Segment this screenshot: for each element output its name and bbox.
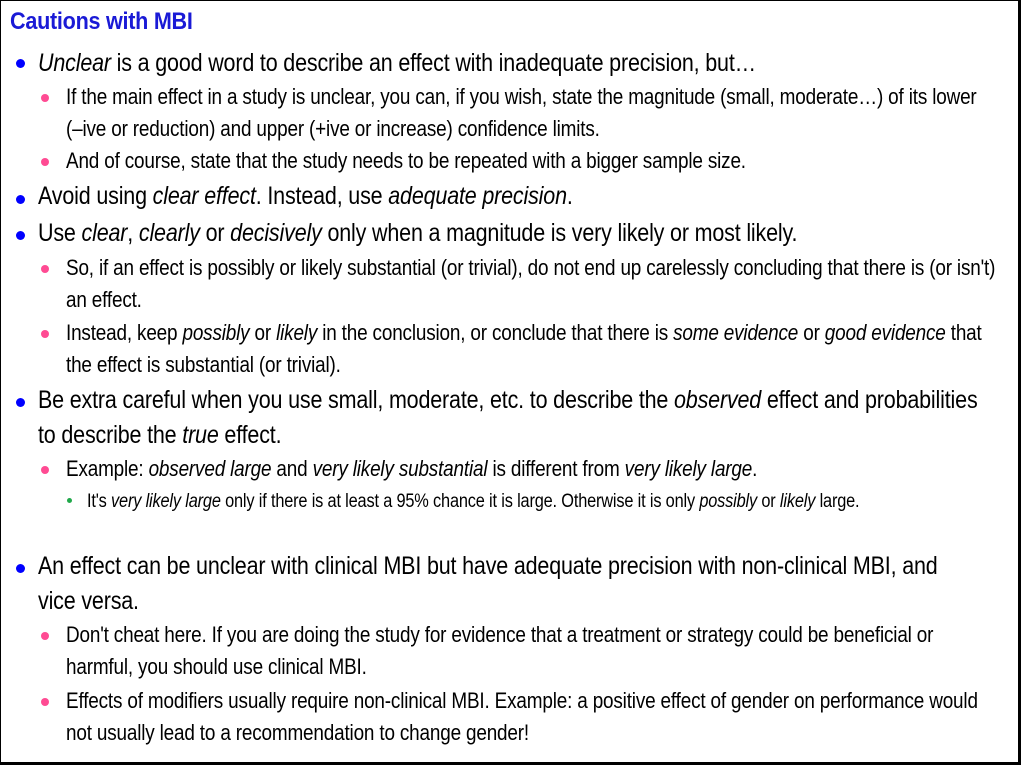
bullet-text: Effects of modifiers usually require non-clinical MBI. Example: a positive effect of gender on performance would not usually lead to a recommendation to change gender!: [66, 688, 978, 745]
bullet-text: is different from: [487, 456, 625, 481]
emphasis-text: Unclear: [38, 49, 111, 77]
bullet-text: is a good word to describe an effect with inadequate precision, but…: [110, 49, 756, 77]
bullet-item-level-2: [66, 252, 996, 316]
emphasis-text: clear: [81, 219, 128, 247]
emphasis-text: some evidence: [673, 320, 799, 345]
bullet-text: Avoid using: [38, 182, 153, 210]
bullet-item-level-3: [87, 487, 992, 516]
emphasis-text: clearly: [138, 219, 200, 247]
emphasis-text: clear effect: [152, 182, 256, 210]
bullet-text: And of course, state that the study needs to be repeated with a bigger sample size.: [66, 148, 746, 173]
bullet-icon: [41, 94, 49, 102]
bullet-icon: [16, 231, 25, 240]
emphasis-text: observed: [674, 386, 762, 414]
bullet-item-level-1: [38, 46, 978, 81]
bullet-text: So, if an effect is possibly or likely substantial (or trivial), do not end up carelessly concluding that there is (or isn't) an effect.: [66, 255, 996, 312]
bullet-item-level-2: [66, 81, 996, 145]
bullet-item-level-2: [66, 685, 996, 749]
bullet-icon: [41, 698, 49, 706]
bullet-text: ,: [127, 219, 139, 247]
bullet-text: An effect can be unclear with clinical MBI but have adequate precision with non-clinical MBI, and vice versa.: [38, 552, 938, 615]
bullet-text: or: [798, 320, 825, 345]
emphasis-text: observed large: [148, 456, 272, 481]
bullet-icon: [16, 195, 25, 204]
bullet-icon: [67, 498, 72, 503]
bullet-icon: [41, 632, 49, 640]
bullet-text: only when a magnitude is very likely or most likely.: [321, 219, 798, 247]
emphasis-text: possibly: [182, 320, 250, 345]
emphasis-text: possibly: [699, 491, 758, 512]
bullet-text: It's: [87, 491, 112, 512]
bullet-icon: [16, 564, 25, 573]
slide-title: Cautions with MBI: [10, 8, 193, 35]
bullet-icon: [41, 158, 49, 166]
bullet-item-level-1: [38, 549, 978, 619]
emphasis-text: likely: [276, 320, 318, 345]
bullet-text: or: [249, 320, 277, 345]
bullet-item-level-2: [66, 453, 996, 485]
bullet-text: effect and probabilities to describe the: [38, 386, 978, 449]
bullet-text: or: [199, 219, 231, 247]
emphasis-text: adequate precision: [388, 182, 567, 210]
emphasis-text: very likely substantial: [312, 456, 488, 481]
emphasis-text: very likely large: [624, 456, 753, 481]
bullet-item-level-1: [38, 216, 978, 251]
emphasis-text: likely: [779, 491, 816, 512]
bullet-icon: [16, 398, 25, 407]
bullet-icon: [41, 330, 49, 338]
bullet-text: Example:: [66, 456, 149, 481]
bullet-text: Be extra careful when you use small, moderate, etc. to describe the: [38, 386, 675, 414]
emphasis-text: very likely large: [111, 491, 221, 512]
bullet-text: Don't cheat here. If you are doing the study for evidence that a treatment or strategy could be beneficial or harmful, you should use clinical MBI.: [66, 622, 934, 679]
bullet-text: . Instead, use: [255, 182, 389, 210]
bullet-text: and: [271, 456, 313, 481]
bullet-text: that the effect is substantial (or trivial).: [66, 320, 982, 377]
emphasis-text: good evidence: [824, 320, 946, 345]
bullet-text: Instead, keep: [66, 320, 183, 345]
bullet-icon: [41, 466, 49, 474]
bullet-text: in the conclusion, or conclude that there is: [317, 320, 674, 345]
emphasis-text: true: [182, 421, 219, 449]
bullet-text: Use: [38, 219, 82, 247]
bullet-text: If the main effect in a study is unclear, you can, if you wish, state the magnitude (small, moderate…) of its lower (–ive or reduction) and upper (+ive or increase) confidence limits.: [66, 84, 977, 141]
bullet-text: effect.: [218, 421, 282, 449]
bullet-text: .: [566, 182, 573, 210]
bullet-item-level-1: [38, 179, 978, 214]
bullet-icon: [41, 265, 49, 273]
bullet-item-level-2: [66, 317, 996, 381]
bullet-item-level-2: [66, 619, 996, 683]
bullet-icon: [16, 59, 25, 68]
bullet-item-level-1: [38, 383, 978, 453]
bullet-text: large.: [815, 491, 860, 512]
bullet-text: or: [757, 491, 780, 512]
bullet-item-level-2: [66, 145, 996, 177]
bullet-text: only if there is at least a 95% chance it is large. Otherwise it is only: [220, 491, 700, 512]
bullet-text: .: [752, 456, 758, 481]
emphasis-text: decisively: [230, 219, 322, 247]
